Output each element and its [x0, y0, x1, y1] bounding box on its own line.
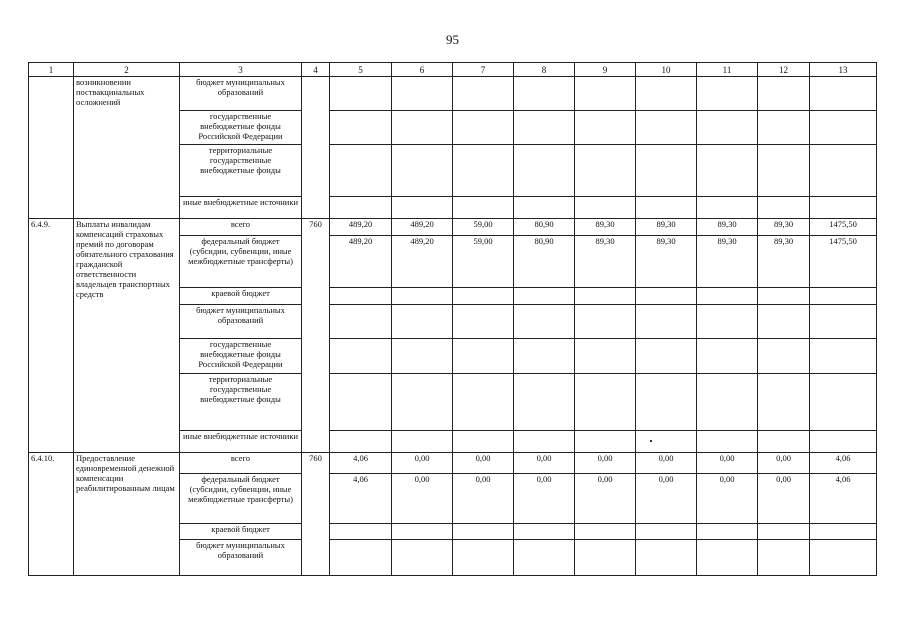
column-header: 5 [330, 63, 392, 77]
kbk-code: 760 [302, 453, 330, 576]
value-cell [330, 431, 392, 453]
value-cell [330, 374, 392, 431]
value-cell: 489,20 [392, 219, 453, 236]
value-cell [697, 305, 758, 339]
value-cell [636, 288, 697, 305]
value-cell [575, 145, 636, 197]
value-cell [758, 77, 810, 111]
column-header: 11 [697, 63, 758, 77]
value-cell [758, 374, 810, 431]
value-cell [810, 197, 877, 219]
value-cell [575, 431, 636, 453]
value-cell [758, 197, 810, 219]
value-cell: 0,00 [636, 453, 697, 474]
value-cell [330, 305, 392, 339]
value-cell [514, 524, 575, 540]
value-cell [453, 197, 514, 219]
value-cell [392, 288, 453, 305]
value-cell [392, 77, 453, 111]
funding-source: иные внебюджетные источники [180, 197, 302, 219]
value-cell [636, 431, 697, 453]
column-header: 6 [392, 63, 453, 77]
value-cell [575, 339, 636, 374]
value-cell [575, 524, 636, 540]
value-cell: 80,90 [514, 219, 575, 236]
value-cell [758, 339, 810, 374]
value-cell [330, 145, 392, 197]
row-name: Выплаты инвалидам компенсаций страховых премий по договорам обязательного страхования гражданской ответственности владельцев транспортных средств [74, 219, 180, 453]
value-cell [392, 111, 453, 145]
row-code: 6.4.9. [29, 219, 74, 453]
value-cell [453, 111, 514, 145]
value-cell [453, 305, 514, 339]
value-cell [810, 540, 877, 576]
value-cell: 4,06 [330, 474, 392, 524]
value-cell: 0,00 [758, 474, 810, 524]
funding-source: иные внебюджетные источники [180, 431, 302, 453]
value-cell: 89,30 [758, 219, 810, 236]
value-cell [636, 305, 697, 339]
value-cell [697, 145, 758, 197]
value-cell [330, 77, 392, 111]
value-cell [330, 111, 392, 145]
budget-table [28, 62, 877, 576]
value-cell [392, 524, 453, 540]
column-header: 12 [758, 63, 810, 77]
value-cell [453, 339, 514, 374]
value-cell: 4,06 [330, 453, 392, 474]
funding-source: федеральный бюджет (субсидии, субвенции, иные межбюджетные трансферты) [180, 474, 302, 524]
value-cell: 0,00 [453, 474, 514, 524]
funding-source: территориальные государственные внебюджетные фонды [180, 374, 302, 431]
value-cell [697, 111, 758, 145]
value-cell [575, 305, 636, 339]
value-cell [514, 197, 575, 219]
table-row [29, 77, 877, 111]
scan-speck [650, 440, 652, 442]
value-cell [330, 197, 392, 219]
value-cell [636, 111, 697, 145]
value-cell [392, 339, 453, 374]
column-header: 9 [575, 63, 636, 77]
value-cell [514, 77, 575, 111]
value-cell: 0,00 [697, 453, 758, 474]
value-cell [330, 524, 392, 540]
value-cell [453, 374, 514, 431]
value-cell [392, 145, 453, 197]
funding-source: государственные внебюджетные фонды Российской Федерации [180, 111, 302, 145]
value-cell [697, 77, 758, 111]
value-cell [392, 540, 453, 576]
table-row [29, 219, 877, 236]
value-cell [453, 288, 514, 305]
value-cell: 89,30 [575, 219, 636, 236]
value-cell [330, 540, 392, 576]
row-name: Предоставление единовременной денежной компенсации реабилитированным лицам [74, 453, 180, 576]
funding-source: краевой бюджет [180, 288, 302, 305]
funding-source: территориальные государственные внебюджетные фонды [180, 145, 302, 197]
value-cell [514, 339, 575, 374]
funding-source: бюджет муниципальных образований [180, 77, 302, 111]
value-cell: 0,00 [575, 453, 636, 474]
value-cell: 0,00 [758, 453, 810, 474]
value-cell [697, 524, 758, 540]
value-cell: 0,00 [392, 453, 453, 474]
column-header: 2 [74, 63, 180, 77]
value-cell [697, 540, 758, 576]
value-cell [810, 145, 877, 197]
value-cell [575, 540, 636, 576]
column-header: 1 [29, 63, 74, 77]
funding-source: всего [180, 219, 302, 236]
funding-source: бюджет муниципальных образований [180, 305, 302, 339]
value-cell [392, 431, 453, 453]
value-cell [810, 431, 877, 453]
value-cell: 4,06 [810, 453, 877, 474]
value-cell: 0,00 [697, 474, 758, 524]
value-cell [636, 77, 697, 111]
value-cell [575, 197, 636, 219]
value-cell [758, 524, 810, 540]
column-header: 8 [514, 63, 575, 77]
value-cell [697, 374, 758, 431]
value-cell: 89,30 [575, 236, 636, 288]
value-cell: 0,00 [636, 474, 697, 524]
value-cell: 489,20 [392, 236, 453, 288]
value-cell [636, 197, 697, 219]
value-cell [514, 288, 575, 305]
value-cell [810, 305, 877, 339]
value-cell [514, 431, 575, 453]
value-cell: 0,00 [514, 474, 575, 524]
value-cell: 4,06 [810, 474, 877, 524]
column-header: 4 [302, 63, 330, 77]
value-cell [453, 145, 514, 197]
value-cell [392, 374, 453, 431]
value-cell [810, 374, 877, 431]
value-cell [810, 288, 877, 305]
value-cell [392, 305, 453, 339]
value-cell [514, 145, 575, 197]
value-cell [575, 374, 636, 431]
value-cell: 0,00 [575, 474, 636, 524]
column-header: 10 [636, 63, 697, 77]
funding-source: краевой бюджет [180, 524, 302, 540]
kbk-code [302, 77, 330, 219]
value-cell [697, 197, 758, 219]
value-cell: 89,30 [697, 219, 758, 236]
value-cell [636, 374, 697, 431]
page-number: 95 [446, 32, 459, 47]
value-cell [758, 431, 810, 453]
value-cell [575, 288, 636, 305]
value-cell [514, 374, 575, 431]
value-cell [758, 145, 810, 197]
funding-source: бюджет муниципальных образований [180, 540, 302, 576]
value-cell [636, 145, 697, 197]
column-number-row [29, 63, 877, 77]
value-cell: 89,30 [758, 236, 810, 288]
row-code [29, 77, 74, 219]
value-cell: 489,20 [330, 236, 392, 288]
value-cell [330, 339, 392, 374]
value-cell [392, 197, 453, 219]
value-cell [810, 524, 877, 540]
value-cell: 0,00 [514, 453, 575, 474]
value-cell [514, 540, 575, 576]
funding-source: всего [180, 453, 302, 474]
row-name: возникновении поствакцинальных осложнений [74, 77, 180, 219]
value-cell: 59,00 [453, 236, 514, 288]
value-cell [636, 524, 697, 540]
table-row [29, 453, 877, 474]
value-cell [636, 540, 697, 576]
value-cell: 80,90 [514, 236, 575, 288]
value-cell [758, 288, 810, 305]
value-cell: 489,20 [330, 219, 392, 236]
value-cell [697, 288, 758, 305]
column-header: 3 [180, 63, 302, 77]
value-cell [514, 305, 575, 339]
value-cell [758, 305, 810, 339]
value-cell [697, 339, 758, 374]
column-header: 7 [453, 63, 514, 77]
value-cell [514, 111, 575, 145]
column-header: 13 [810, 63, 877, 77]
value-cell [453, 431, 514, 453]
value-cell: 0,00 [453, 453, 514, 474]
value-cell: 1475,50 [810, 219, 877, 236]
value-cell [810, 339, 877, 374]
value-cell [810, 111, 877, 145]
value-cell [453, 77, 514, 111]
value-cell: 1475,50 [810, 236, 877, 288]
value-cell [697, 431, 758, 453]
value-cell [758, 111, 810, 145]
value-cell: 0,00 [392, 474, 453, 524]
value-cell [636, 339, 697, 374]
value-cell [330, 288, 392, 305]
value-cell [575, 111, 636, 145]
funding-source: государственные внебюджетные фонды Российской Федерации [180, 339, 302, 374]
kbk-code: 760 [302, 219, 330, 453]
value-cell: 59,00 [453, 219, 514, 236]
value-cell: 89,30 [636, 236, 697, 288]
value-cell [758, 540, 810, 576]
row-code: 6.4.10. [29, 453, 74, 576]
value-cell: 89,30 [697, 236, 758, 288]
value-cell [575, 77, 636, 111]
funding-source: федеральный бюджет (субсидии, субвенции, иные межбюджетные трансферты) [180, 236, 302, 288]
value-cell: 89,30 [636, 219, 697, 236]
value-cell [453, 540, 514, 576]
value-cell [453, 524, 514, 540]
value-cell [810, 77, 877, 111]
